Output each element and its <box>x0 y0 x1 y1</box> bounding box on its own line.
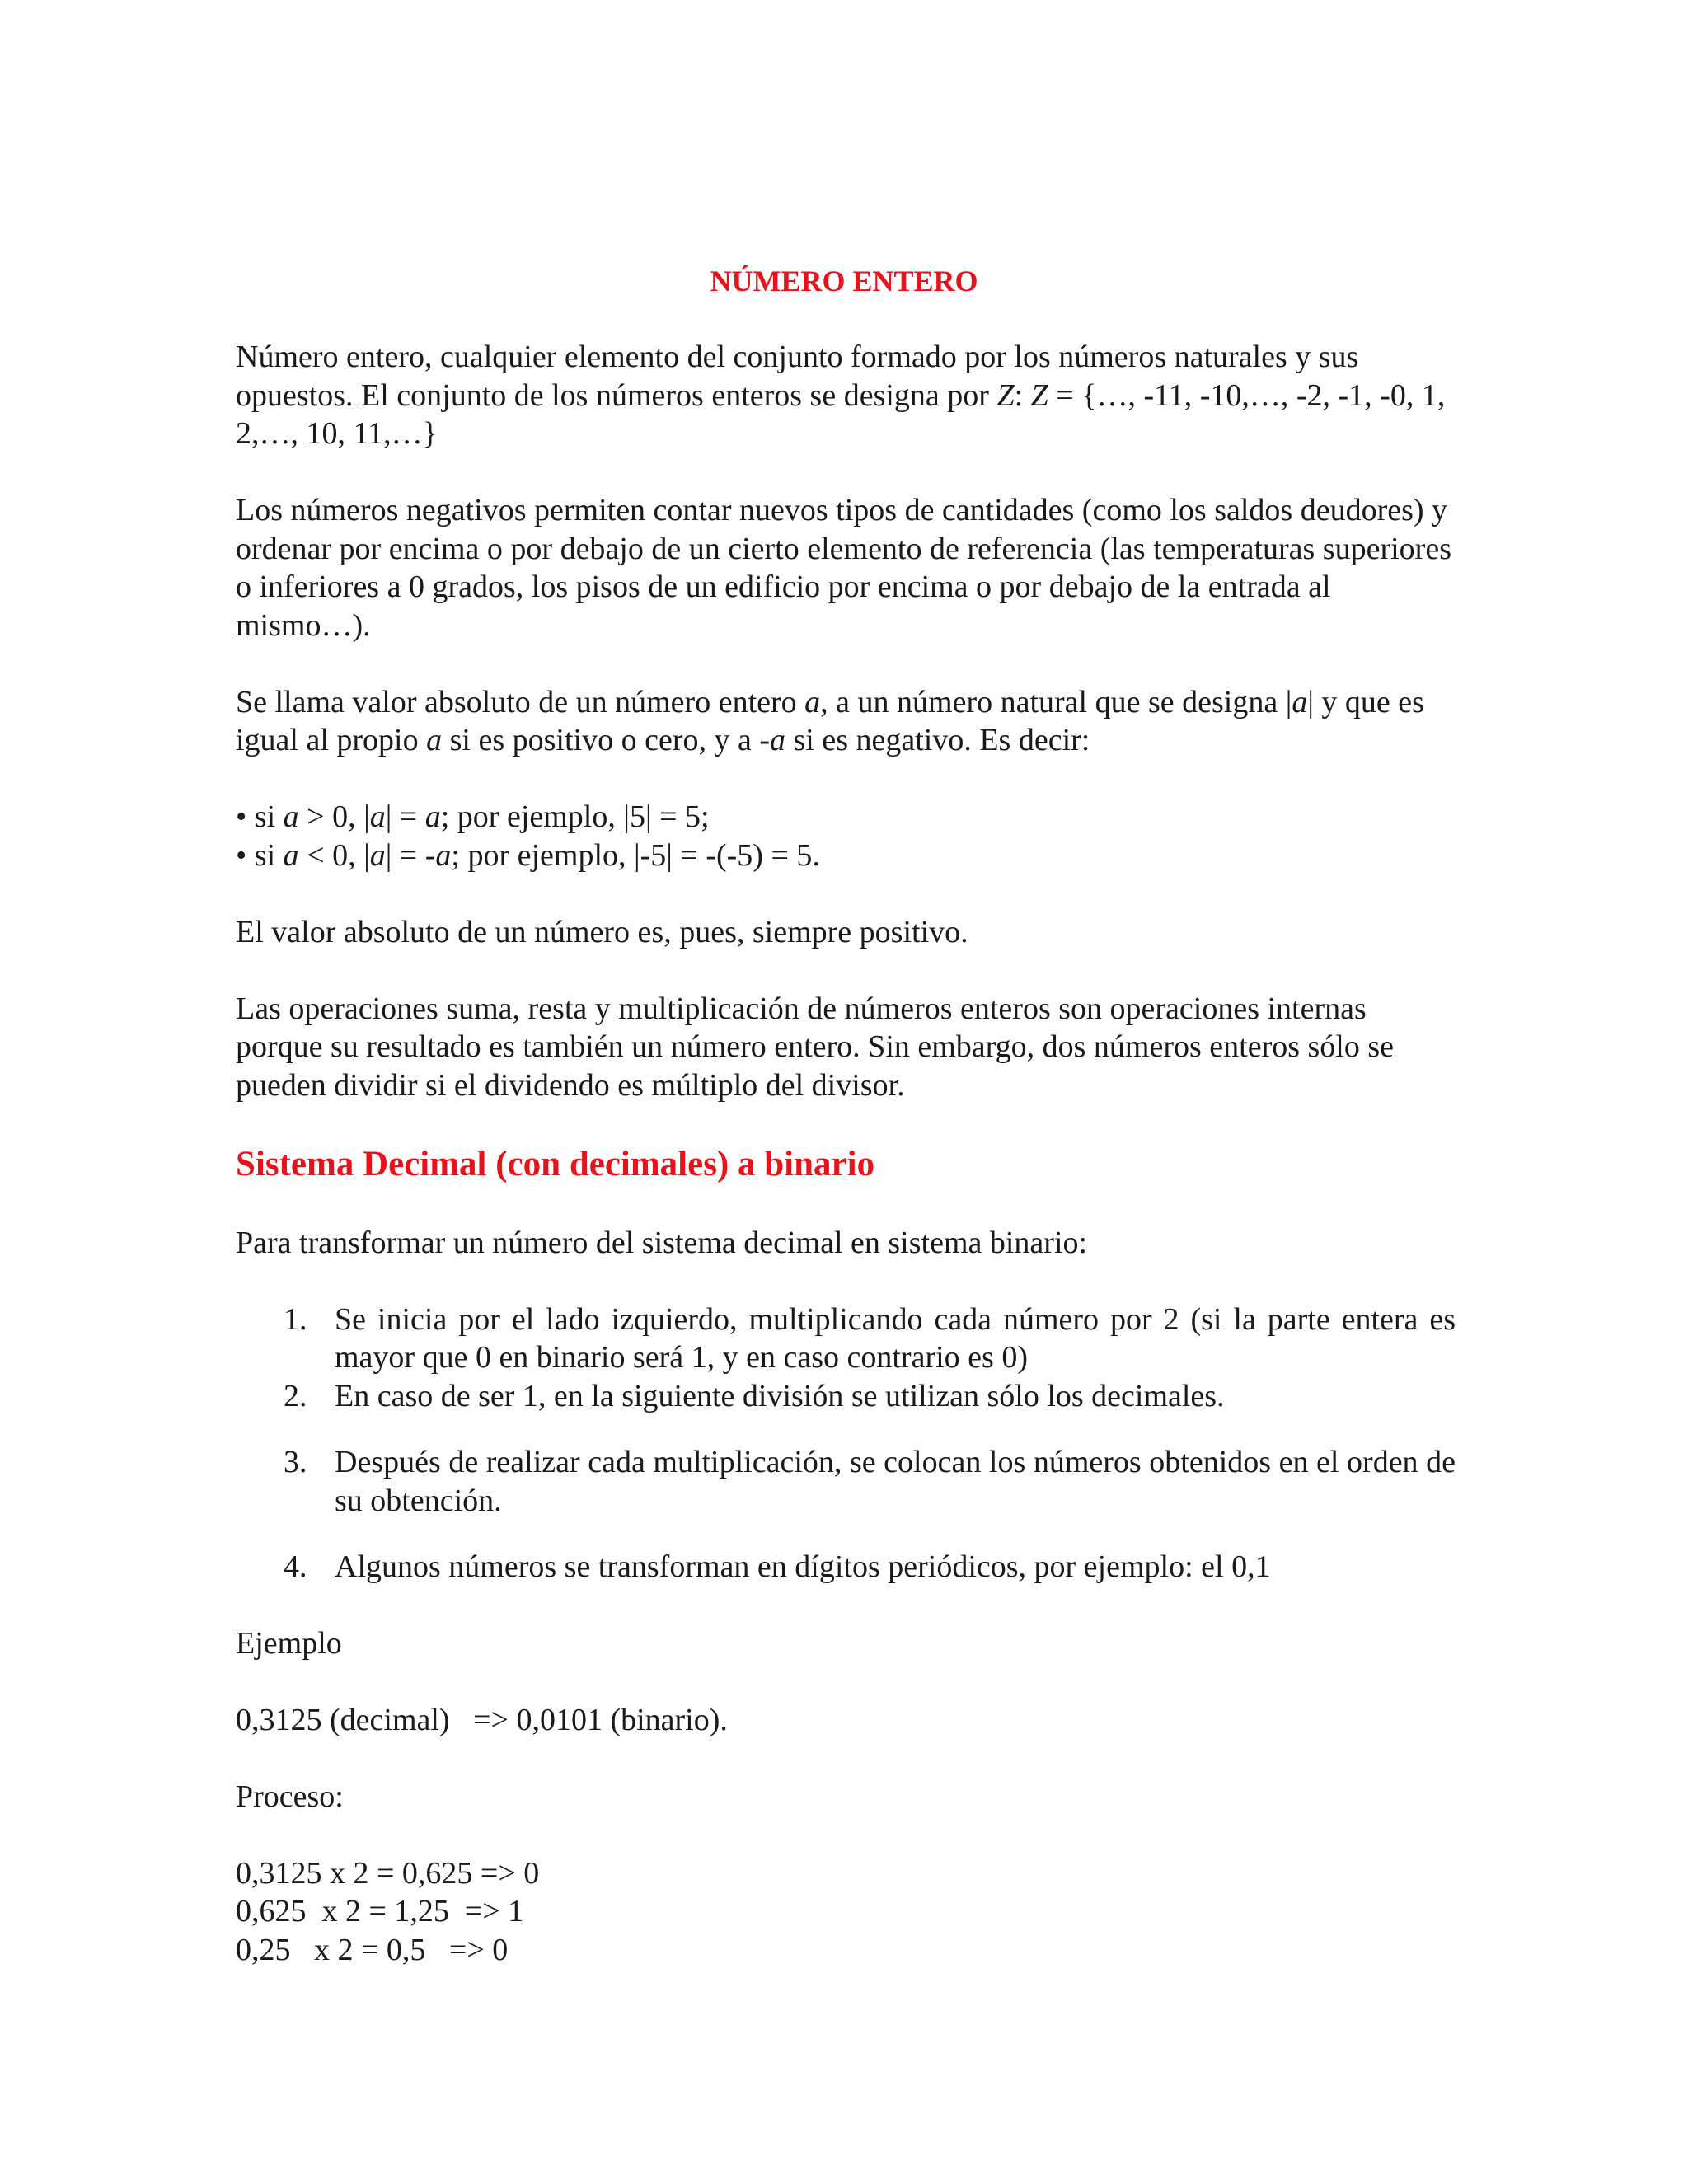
process-line: 0,25 x 2 = 0,5 => 0 <box>236 1932 509 1967</box>
paragraph-operations: Las operaciones suma, resta y multiplicación de números enteros son operaciones internas porque su resultado es también un número entero. Sin embargo, dos números enteros sólo se pueden dividir si el dividendo es múltiplo del divisor. <box>236 991 1395 1103</box>
text-run: < 0, | <box>298 837 370 873</box>
text-run: ; por ejemplo, |-5| = -(-5) = 5. <box>451 837 820 873</box>
bullet-item <box>236 837 1456 875</box>
text-run: , a un número natural que se designa | <box>820 684 1292 719</box>
variable: a <box>1292 684 1308 719</box>
variable: a <box>283 799 299 834</box>
variable: a <box>369 837 386 873</box>
list-item <box>284 1443 1456 1520</box>
variable: a <box>283 837 299 873</box>
variable: a <box>424 799 441 834</box>
section-heading: Sistema Decimal (con decimales) a binario <box>236 1144 875 1183</box>
variable: a <box>426 723 443 757</box>
step-number: 4. <box>284 1549 307 1584</box>
variable: a <box>369 799 386 834</box>
variable: a <box>435 837 452 873</box>
example-label: Ejemplo <box>236 1625 342 1661</box>
step-text: En caso de ser 1, en la siguiente división se utilizan sólo los decimales. <box>335 1378 1225 1413</box>
process-line: 0,625 x 2 = 1,25 => 1 <box>236 1894 524 1929</box>
step-text: Algunos números se transforman en dígitos periódicos, por ejemplo: el 0,1 <box>335 1549 1271 1584</box>
step-text: Se inicia por el lado izquierdo, multiplicando cada número por 2 (si la parte entera es mayor que 0 en binario será 1, y en caso contrario es 0) <box>335 1301 1456 1375</box>
text-run: : <box>1014 377 1031 413</box>
variable: a <box>804 684 821 719</box>
page-title: NÚMERO ENTERO <box>710 265 978 298</box>
step-text: Después de realizar cada multiplicación, se colocan los números obtenidos en el orden de su obtención. <box>335 1445 1456 1518</box>
step-number: 1. <box>284 1301 307 1337</box>
text-run: si es positivo o cero, y a - <box>442 723 770 757</box>
step-number: 3. <box>284 1445 307 1479</box>
text-run: Número entero, cualquier elemento del conjunto formado por los números naturales y sus opuestos. El conjunto de los números enteros se designa por <box>236 340 1359 413</box>
document-body <box>236 338 1456 1969</box>
set-symbol: Z <box>996 377 1015 413</box>
text-run: • si <box>236 799 284 834</box>
text-run: = {…, -11, -10,…, -2, -1, -0, 1, 2,…, 10, 11,…} <box>236 377 1446 451</box>
paragraph-positive-note: El valor absoluto de un número es, pues, siempre positivo. <box>236 914 968 949</box>
process-label: Proceso: <box>236 1779 344 1814</box>
text-run: ; por ejemplo, |5| = 5; <box>440 799 710 834</box>
process-line: 0,3125 x 2 = 0,625 => 0 <box>236 1855 540 1891</box>
text-run: | = - <box>385 837 436 873</box>
text-run: > 0, | <box>298 799 370 834</box>
list-item <box>284 1377 1456 1416</box>
text-run: Se llama valor absoluto de un número entero <box>236 684 805 719</box>
step-number: 2. <box>284 1378 307 1413</box>
section-intro: Para transformar un número del sistema decimal en sistema binario: <box>236 1225 1088 1260</box>
paragraph-negatives: Los números negativos permiten contar nuevos tipos de cantidades (como los saldos deudores) y ordenar por encima o por debajo de un cierto elemento de referencia (las temperaturas superiores o inferiores a 0 grados, los pisos de un edificio por encima o por debajo de la entrada al mismo…). <box>236 493 1451 643</box>
list-item <box>284 1548 1456 1586</box>
text-run: | y que es igual al propio <box>236 684 1424 757</box>
text-run: | = <box>385 799 425 834</box>
bullet-item <box>236 798 1456 837</box>
process-lines <box>236 1854 1456 1970</box>
paragraph-absolute-value <box>236 683 1456 760</box>
text-run: si es negativo. Es decir: <box>785 723 1090 757</box>
steps-list <box>236 1301 1456 1586</box>
example-value: 0,3125 (decimal) => 0,0101 (binario). <box>236 1702 728 1737</box>
text-run: • si <box>236 837 284 873</box>
set-symbol: Z <box>1030 377 1048 413</box>
variable: a <box>770 723 785 757</box>
paragraph-definition <box>236 338 1456 453</box>
bullet-list <box>236 798 1456 874</box>
list-item <box>284 1301 1456 1377</box>
